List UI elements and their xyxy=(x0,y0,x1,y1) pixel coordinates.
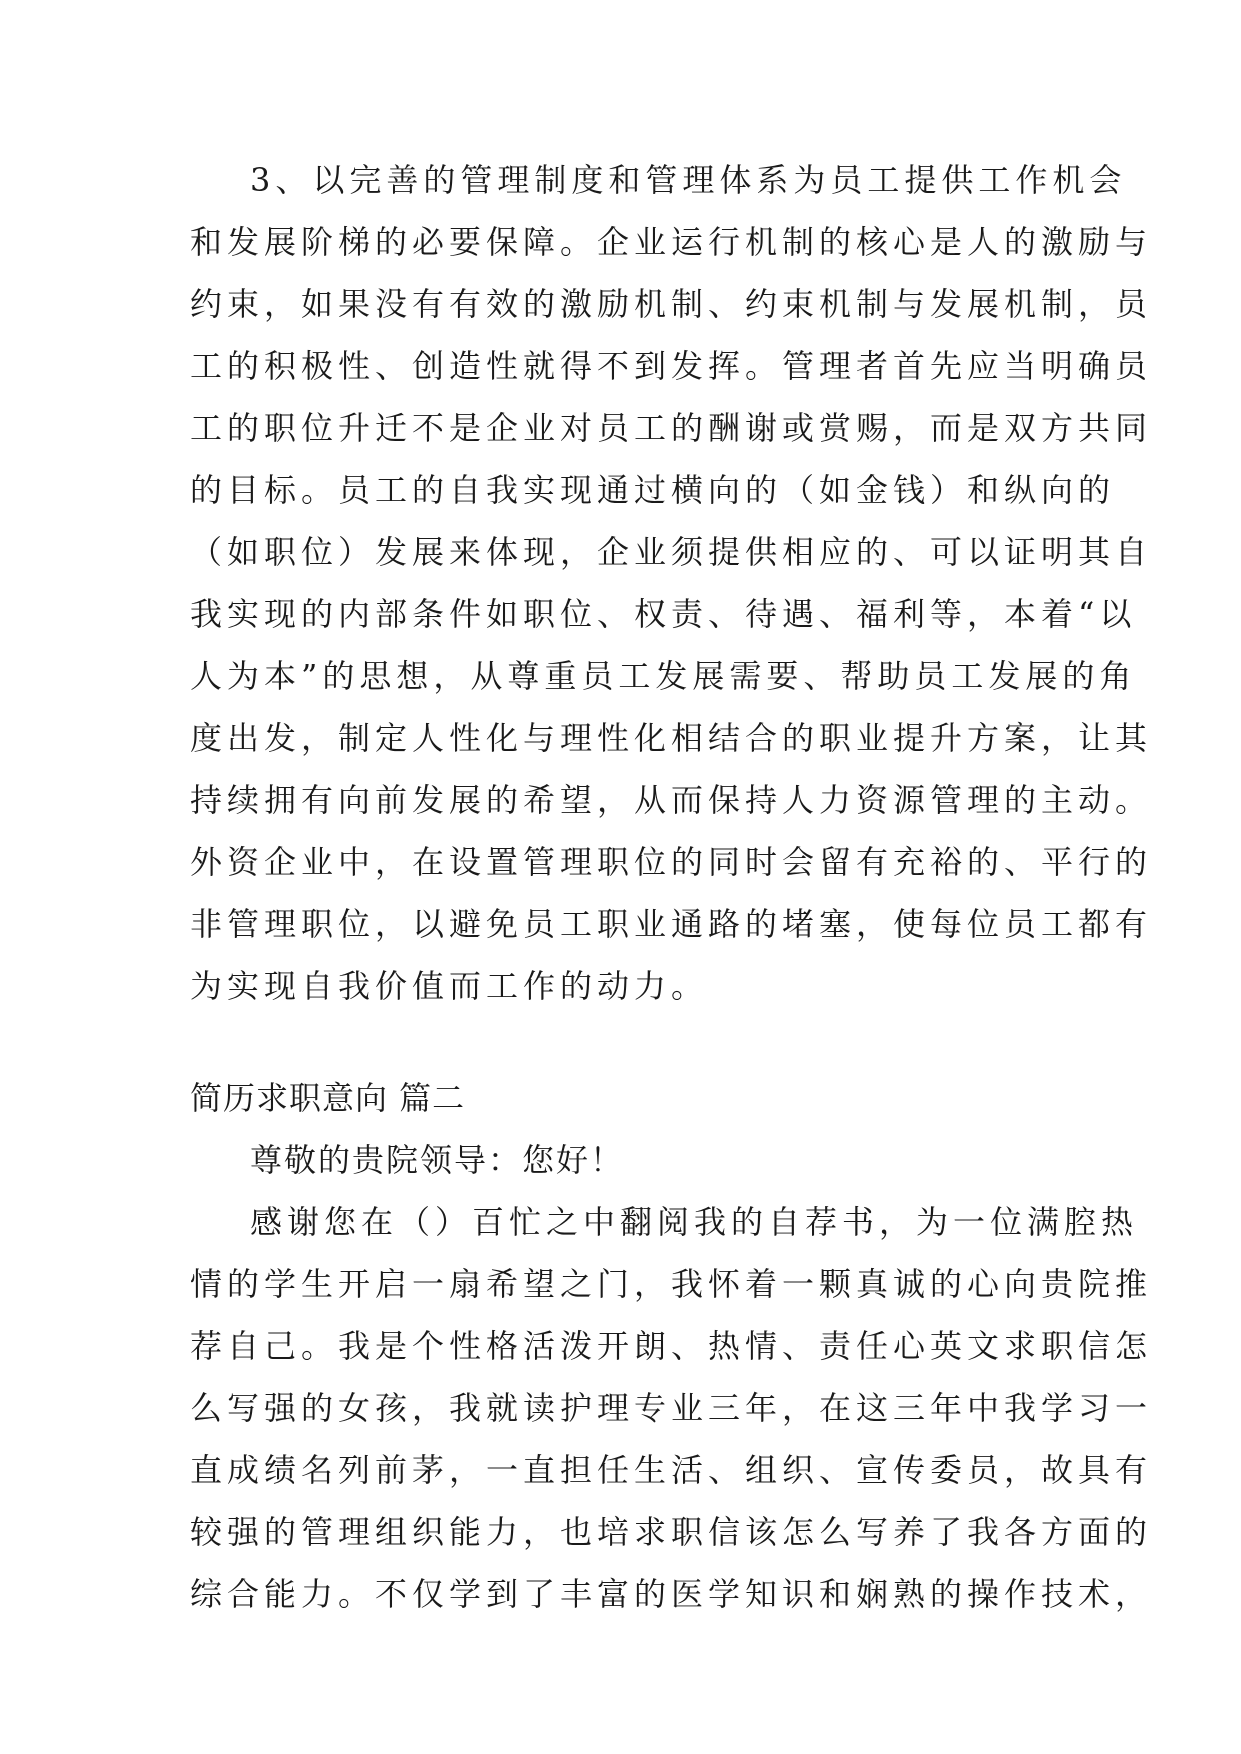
section-heading: 简历求职意向 篇二 xyxy=(190,1079,466,1117)
paragraph-line: 持续拥有向前发展的希望，从而保持人力资源管理的主动。 xyxy=(190,781,1153,819)
paragraph-line: 工的积极性、创造性就得不到发挥。管理者首先应当明确员 xyxy=(190,347,1153,385)
paragraph-line: 感谢您在（）百忙之中翻阅我的自荐书，为一位满腔热 xyxy=(250,1203,1139,1241)
paragraph-line: 么写强的女孩，我就读护理专业三年，在这三年中我学习一 xyxy=(190,1389,1153,1427)
paragraph-line: 约束，如果没有有效的激励机制、约束机制与发展机制，员 xyxy=(190,285,1153,323)
paragraph-line: 非管理职位，以避免员工职业通路的堵塞，使每位员工都有 xyxy=(190,905,1153,943)
paragraph-line: 工的职位升迁不是企业对员工的酬谢或赏赐，而是双方共同 xyxy=(190,409,1153,447)
paragraph-line: 和发展阶梯的必要保障。企业运行机制的核心是人的激励与 xyxy=(190,223,1153,261)
paragraph-line: 综合能力。不仅学到了丰富的医学知识和娴熟的操作技术， xyxy=(190,1575,1153,1613)
paragraph-line: 外资企业中，在设置管理职位的同时会留有充裕的、平行的 xyxy=(190,843,1153,881)
paragraph-line: 情的学生开启一扇希望之门，我怀着一颗真诚的心向贵院推 xyxy=(190,1265,1153,1303)
paragraph-line: 我实现的内部条件如职位、权责、待遇、福利等，本着“以 xyxy=(190,595,1137,633)
paragraph-line: 人为本”的思想，从尊重员工发展需要、帮助员工发展的角 xyxy=(190,657,1137,695)
paragraph-line: 的目标。员工的自我实现通过横向的（如金钱）和纵向的 xyxy=(190,471,1116,509)
paragraph-line: 3、以完善的管理制度和管理体系为员工提供工作机会 xyxy=(250,161,1127,199)
paragraph-line: 较强的管理组织能力，也培求职信该怎么写养了我各方面的 xyxy=(190,1513,1153,1551)
paragraph-line: （如职位）发展来体现，企业须提供相应的、可以证明其自 xyxy=(190,533,1153,571)
paragraph-line: 为实现自我价值而工作的动力。 xyxy=(190,967,709,1005)
paragraph-line: 度出发，制定人性化与理性化相结合的职业提升方案，让其 xyxy=(190,719,1153,757)
paragraph-line: 荐自己。我是个性格活泼开朗、热情、责任心英文求职信怎 xyxy=(190,1327,1153,1365)
letter-greeting: 尊敬的贵院领导：您好！ xyxy=(250,1141,625,1179)
paragraph-line: 直成绩名列前茅，一直担任生活、组织、宣传委员，故具有 xyxy=(190,1451,1153,1489)
